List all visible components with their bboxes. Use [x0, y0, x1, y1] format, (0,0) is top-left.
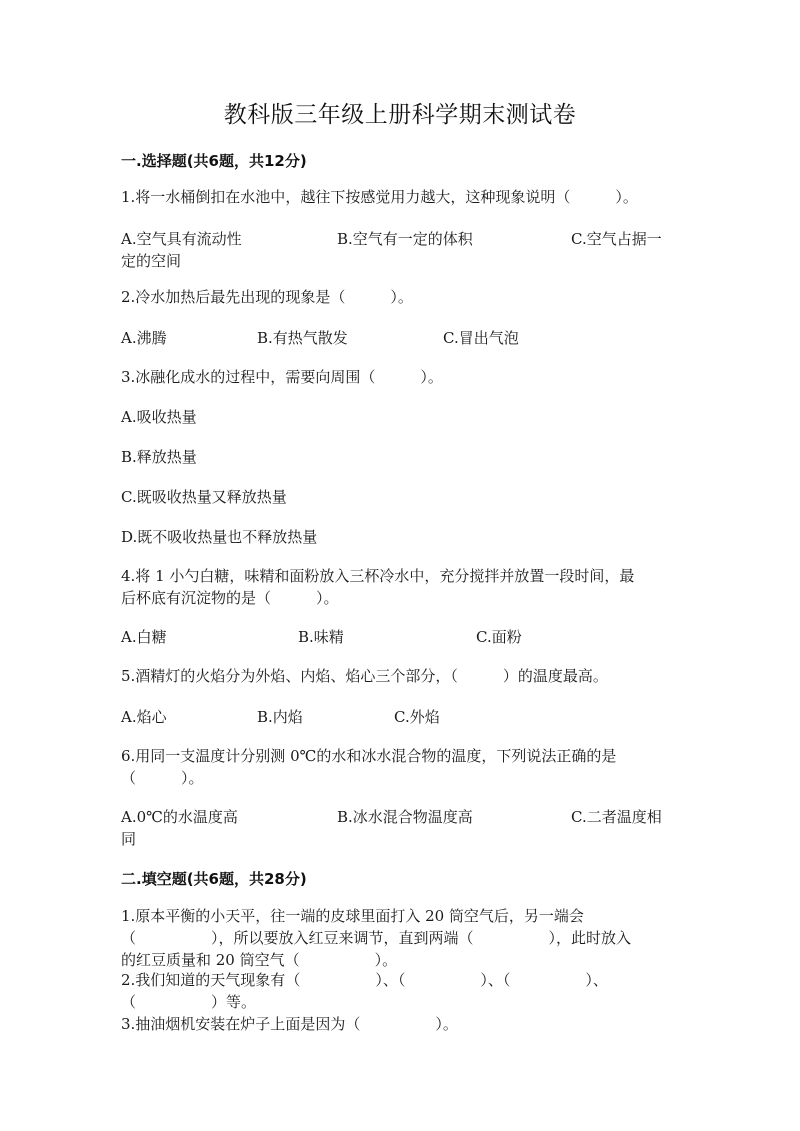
fill-question-1-line-2: （ ），所以要放入红豆来调节，直到两端（ ），此时放入	[121, 929, 632, 947]
question-6-option-b: B.冰水混合物温度高	[337, 808, 473, 826]
question-1-option-c: C.空气占据一	[571, 230, 662, 248]
fill-question-1-line-3: 的红豆质量和 20 筒空气（ ）。	[121, 951, 398, 969]
question-1-option-a: A.空气具有流动性	[121, 230, 242, 248]
question-6-option-a: A.0℃的水温度高	[121, 808, 238, 826]
question-4-stem-line-1: 4.将 1 小勺白糖，味精和面粉放入三杯冷水中，充分搅拌并放置一段时间，最	[121, 567, 635, 585]
section-heading-fill-in-blank: 二.填空题(共6题，共28分)	[121, 870, 307, 888]
question-1-stem: 1.将一水桶倒扣在水池中，越往下按感觉用力越大，这种现象说明（ ）。	[121, 188, 638, 206]
fill-question-3-line-1: 3.抽油烟机安装在炉子上面是因为（ ）。	[121, 1015, 458, 1033]
question-5-option-b: B.内焰	[257, 708, 303, 726]
fill-question-2-line-1: 2.我们知道的天气现象有（ ）、（ ）、（ ）、	[121, 971, 608, 989]
question-3-stem: 3.冰融化成水的过程中，需要向周围（ ）。	[121, 368, 443, 386]
question-3-option-b: B.释放热量	[121, 448, 197, 466]
fill-question-2-line-2: （ ）等。	[121, 993, 257, 1011]
question-5-option-a: A.焰心	[121, 708, 167, 726]
question-5-option-c: C.外焰	[394, 708, 440, 726]
question-5-stem: 5.酒精灯的火焰分为外焰、内焰、焰心三个部分，（ ）的温度最高。	[121, 667, 608, 685]
section-heading-multiple-choice: 一.选择题(共6题，共12分)	[121, 152, 307, 170]
question-3-option-d: D.既不吸收热量也不释放热量	[121, 528, 318, 546]
question-2-stem: 2.冷水加热后最先出现的现象是（ ）。	[121, 288, 413, 306]
question-1-option-c-continued: 定的空间	[121, 252, 182, 270]
question-6-option-c: C.二者温度相	[571, 808, 662, 826]
question-4-option-b: B.味精	[298, 628, 344, 646]
fill-question-1-line-1: 1.原本平衡的小天平，往一端的皮球里面打入 20 筒空气后，另一端会	[121, 907, 584, 925]
question-2-option-b: B.有热气散发	[257, 329, 348, 347]
question-4-stem-line-2: 后杯底有沉淀物的是（ ）。	[121, 589, 339, 607]
question-2-option-a: A.沸腾	[121, 329, 167, 347]
question-3-option-a: A.吸收热量	[121, 408, 197, 426]
question-1-option-b: B.空气有一定的体积	[337, 230, 473, 248]
document-title: 教科版三年级上册科学期末测试卷	[223, 102, 577, 128]
question-4-option-a: A.白糖	[121, 628, 167, 646]
question-6-stem-line-1: 6.用同一支温度计分别测 0℃的水和冰水混合物的温度，下列说法正确的是	[121, 747, 617, 765]
question-4-option-c: C.面粉	[476, 628, 522, 646]
question-2-option-c: C.冒出气泡	[443, 329, 519, 347]
question-6-stem-line-2: （ ）。	[121, 769, 204, 787]
question-3-option-c: C.既吸收热量又释放热量	[121, 488, 287, 506]
question-6-option-c-continued: 同	[121, 830, 137, 848]
